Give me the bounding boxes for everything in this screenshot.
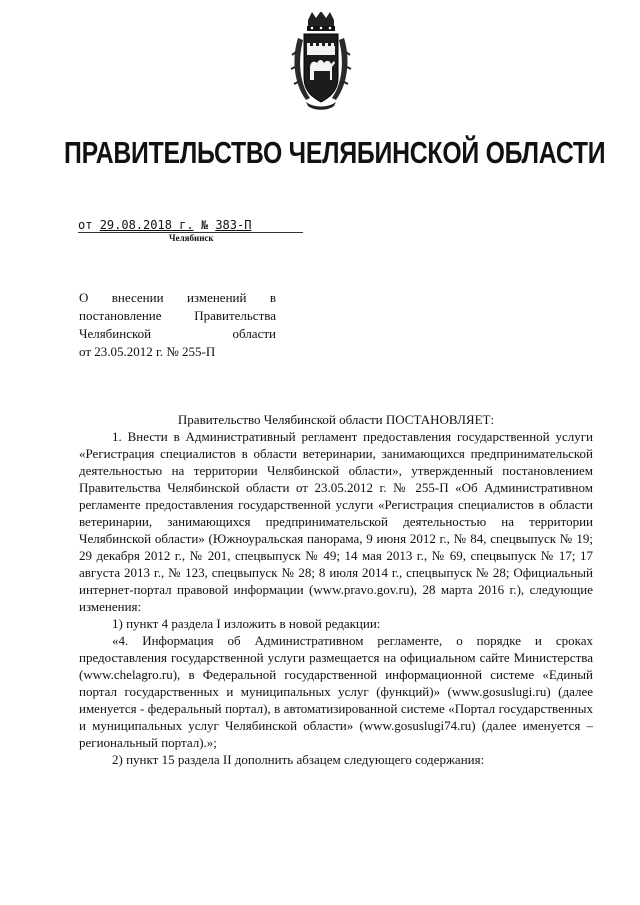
subject-line-3: Челябинской области	[79, 326, 276, 341]
registration-line	[78, 218, 308, 234]
number-prefix: №	[200, 218, 209, 232]
document-date: 29.08.2018 г.	[99, 218, 194, 232]
document-subject	[79, 289, 276, 361]
subject-line-4: от 23.05.2012 г. № 255-П	[79, 344, 216, 359]
city-label: Челябинск	[169, 233, 214, 243]
date-prefix: от	[78, 218, 93, 232]
subject-line-1: О внесении изменений в	[79, 290, 276, 305]
document-body	[79, 411, 593, 768]
subitem-2-paragraph: 2) пункт 15 раздела II дополнить абзацем следующего содержания:	[112, 752, 485, 767]
document-number: 383-П	[215, 218, 252, 232]
decree-heading: Правительство Челябинской области ПОСТАНОВЛЯЕТ:	[177, 412, 495, 427]
quoted-item-4-paragraph: «4. Информация об Административном регламенте, о порядке и сроках предоставления государственной услуги размещается на официальном сайте Министерства (www.chelagro.ru), в Федеральной государственной информационной системе «Единый портал государственных и муниципальных услуг (функций)» (www.gosuslugi.ru) (далее именуется - федеральный портал), в автоматизированной системе «Портал государственных и муниципальных услуг Челябинской области» (www.gosuslugi74.ru) (далее именуется – региональный портал).»;	[79, 633, 593, 750]
coat-of-arms-icon	[290, 12, 352, 116]
government-title: ПРАВИТЕЛЬСТВО ЧЕЛЯБИНСКОЙ ОБЛАСТИ	[64, 135, 606, 170]
subitem-1-paragraph: 1) пункт 4 раздела I изложить в новой редакции:	[112, 616, 381, 631]
item-1-paragraph: 1. Внести в Административный регламент предоставления государственной услуги «Регистрация специалистов в области ветеринарии, занимающихся предпринимательской деятельностью на территории Челябинской области», утвержденный постановлением Правительства Челябинской области от 23.05.2012 г. № 255-П «Об Административном регламенте предоставления государственной услуги «Регистрация специалистов в области ветеринарии, занимающихся предпринимательской деятельностью на территории Челябинской области» (Южноуральская панорама, 9 июня 2012 г., № 84, спецвыпуск № 19; 29 декабря 2012 г., № 201, спецвыпуск № 49; 14 мая 2013 г., № 69, спецвыпуск № 17; 17 августа 2013 г., № 123, спецвыпуск № 28; 8 июля 2014 г., спецвыпуск № 28; Официальный интернет-портал правовой информации (www.pravo.gov.ru), 28 марта 2016 г.), следующие изменения:	[79, 429, 593, 614]
subject-line-2: постановление Правительства	[79, 308, 276, 323]
